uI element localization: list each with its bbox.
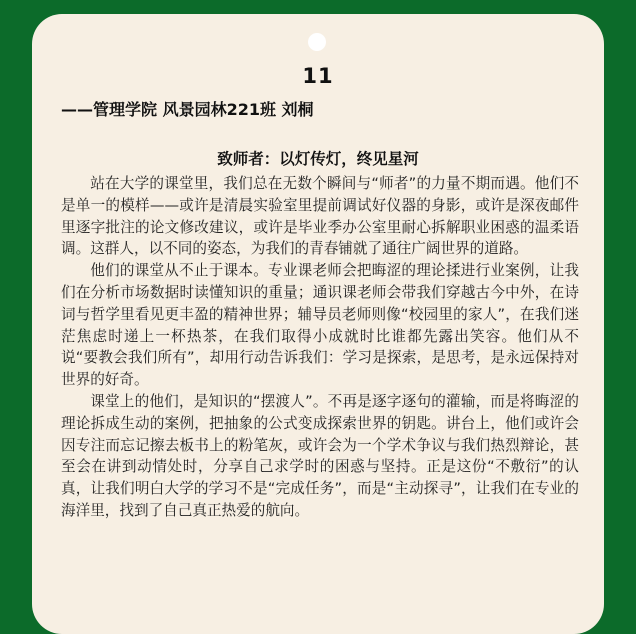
- author-byline: ——管理学院 风景园林221班 刘桐: [61, 100, 314, 119]
- article-card: [32, 14, 604, 634]
- paragraph: 站在大学的课堂里，我们总在无数个瞬间与“师者”的力量不期而遇。他们不是单一的模样——或许是清晨实验室里提前调试好仪器的身影，或许是深夜邮件里逐字批注的论文修改建议，或许是毕业季办公室里耐心拆解职业困惑的温柔语调。这群人，以不同的姿态，为我们的青春铺就了通往广阔世界的道路。: [61, 175, 579, 258]
- binder-hole-icon: [308, 33, 326, 51]
- paragraph: 他们的课堂从不止于课本。专业课老师会把晦涩的理论揉进行业案例，让我们在分析市场数据时读懂知识的重量；通识课老师会带我们穿越古今中外，在诗词与哲学里看见更丰盈的精神世界；辅导员老师则像“校园里的家人”，在我们迷茫焦虑时递上一杯热茶，在我们取得小成就时比谁都先露出笑容。他们从不说“要教会我们所有”，却用行动告诉我们：学习是探索，是思考，是永远保持对世界的好奇。: [61, 262, 579, 389]
- paragraph: 课堂上的他们，是知识的“摆渡人”。不再是逐字逐句的灌输，而是将晦涩的理论拆成生动的案例，把抽象的公式变成探索世界的钥匙。讲台上，他们或许会因专注而忘记擦去板书上的粉笔灰，或许会为一个学术争议与我们热烈辩论，甚至会在讲到动情处时，分享自己求学时的困惑与坚持。正是这份“不敷衍”的认真，让我们明白大学的学习不是“完成任务”，而是“主动探寻”，让我们在专业的海洋里，找到了自己真正热爱的航向。: [61, 392, 579, 519]
- article-number: 11: [302, 64, 334, 88]
- article-body: [61, 173, 579, 522]
- article-title: 致师者：以灯传灯，终见星河: [217, 150, 419, 168]
